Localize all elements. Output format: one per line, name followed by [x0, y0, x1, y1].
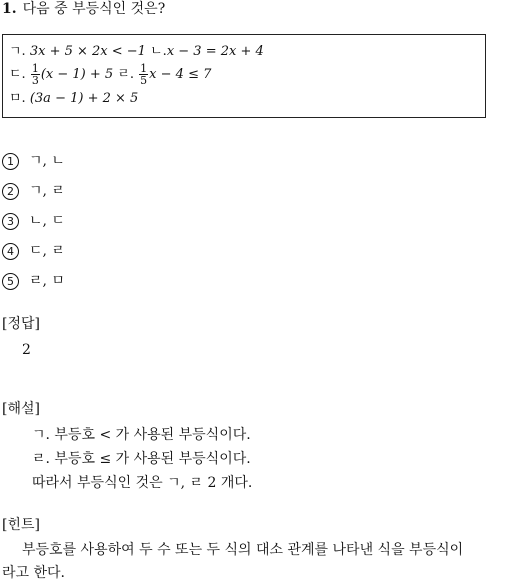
fraction-numerator: 1 [31, 62, 39, 75]
item-label-mieum: ㅁ. [9, 91, 26, 106]
explanation-line-3: 따라서 부등식인 것은 ㄱ, ㄹ 2 개다. [32, 475, 253, 491]
answer-option-5[interactable] [2, 272, 65, 290]
expression-rieul: x − 4 ≤ 7 [149, 67, 212, 82]
expression-digeut: (x − 1) + 5 [40, 67, 114, 82]
answer-heading: [정답] [2, 316, 40, 332]
fraction-one-third [31, 63, 40, 86]
answer-option-4[interactable] [2, 242, 65, 260]
explanation-line-1: ㄱ. 부등호 < 가 사용된 부등식이다. [32, 427, 251, 443]
item-label-digeut: ㄷ. [9, 67, 26, 82]
option-text-1: ㄱ, ㄴ [29, 153, 65, 169]
question-number: 1. [2, 1, 17, 17]
question-text: 다음 중 부등식인 것은? [22, 1, 166, 17]
answer-option-1[interactable] [2, 152, 65, 170]
hint-line-2: 라고 한다. [2, 565, 65, 581]
answer-option-2[interactable] [2, 182, 65, 200]
expression-box [2, 34, 486, 118]
fraction-denominator: 3 [31, 74, 39, 87]
item-label-rieul: ㄹ. [117, 67, 135, 82]
explanation-heading: [해설] [2, 401, 40, 417]
option-number-2: 2 [2, 183, 19, 200]
answer-value: 2 [22, 342, 31, 358]
expression-giyeok: 3x + 5 × 2x < −1 [29, 44, 146, 59]
option-number-3: 3 [2, 213, 19, 230]
expression-line-2 [9, 63, 211, 86]
hint-heading: [힌트] [2, 517, 40, 533]
option-number-1: 1 [2, 153, 19, 170]
expression-mieum: (3a − 1) + 2 × 5 [29, 91, 139, 106]
fraction-denominator: 5 [140, 74, 148, 87]
expression-nieun: x − 3 = 2x + 4 [166, 44, 264, 59]
fraction-numerator: 1 [140, 62, 148, 75]
question-title [2, 0, 165, 18]
hint-line-1: 부등호를 사용하여 두 수 또는 두 식의 대소 관계를 나타낸 식을 부등식이 [22, 542, 464, 558]
option-text-3: ㄴ, ㄷ [29, 213, 65, 229]
option-number-5: 5 [2, 273, 19, 290]
option-text-2: ㄱ, ㄹ [29, 183, 65, 199]
option-text-4: ㄷ, ㄹ [29, 243, 65, 259]
expression-line-3 [9, 91, 138, 107]
option-text-5: ㄹ, ㅁ [29, 273, 65, 289]
option-number-4: 4 [2, 243, 19, 260]
expression-line-1 [9, 44, 264, 60]
fraction-one-fifth [139, 63, 148, 86]
item-label-giyeok: ㄱ. [9, 44, 26, 59]
answer-option-3[interactable] [2, 212, 65, 230]
explanation-line-2: ㄹ. 부등호 ≤ 가 사용된 부등식이다. [32, 451, 251, 467]
item-label-nieun: ㄴ. [150, 44, 167, 59]
